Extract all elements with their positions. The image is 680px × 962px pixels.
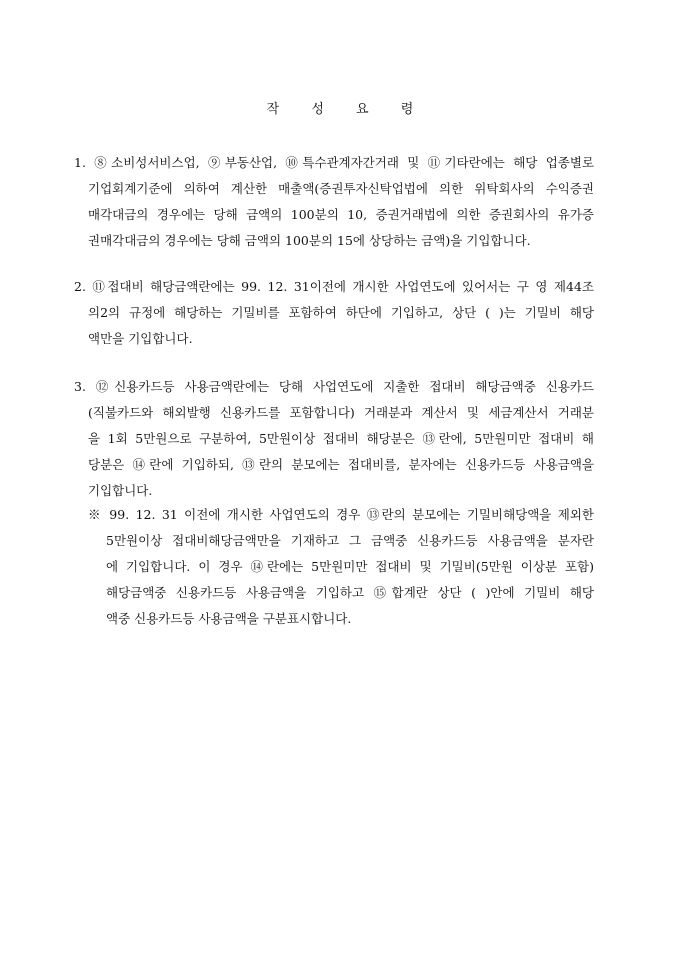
note-line: 에 기입합니다. 이 경우 ⑭란에는 5만원미만 접대비 및 기밀비(5만원 이상분 포함) [106, 559, 594, 574]
item-3-line: 당분은 ⑭란에 기입하되, ⑬란의 분모에는 접대비를, 분자에는 신용카드등 사용금액을 [88, 457, 594, 472]
item-1-line: 1. ⑧소비성서비스업, ⑨부동산업, ⑩특수관계자간거래 및 ⑪기타란에는 해당 업종별로 [74, 155, 594, 170]
note-line: 액중 신용카드등 사용금액을 구분표시합니다. [106, 611, 352, 626]
item-2-line: 의2의 규정에 해당하는 기밀비를 포함하여 하단에 기입하고, 상단 ( )는 기밀비 해당 [88, 305, 594, 320]
item-3-line: 3. ⑫신용카드등 사용금액란에는 당해 사업연도에 지출한 접대비 해당금액중 신용카드 [74, 379, 594, 394]
item-1-line: 기업회계기준에 의하여 계산한 매출액(증권투자신탁업법에 의한 위탁회사의 수익증권 [88, 181, 594, 196]
item-2-line: 액만을 기입합니다. [88, 331, 193, 346]
item-3-line: 을 1회 5만원으로 구분하여, 5만원이상 접대비 해당분은 ⑬란에, 5만원미만 접대비 해 [88, 431, 594, 446]
item-3-line: (직불카드와 해외발행 신용카드를 포함합니다) 거래분과 계산서 및 세금계산서 거래분 [88, 405, 594, 420]
document-title: 작 성 요 령 [266, 102, 414, 117]
note-block [88, 502, 594, 632]
note-line: 5만원이상 접대비해당금액만을 기재하고 그 금액중 신용카드등 사용금액을 분자란 [106, 533, 594, 548]
instruction-item-2 [74, 274, 594, 352]
instruction-item-1 [74, 150, 594, 254]
instruction-item-3 [74, 374, 594, 504]
item-3-line: 기입합니다. [88, 483, 153, 498]
item-1-line: 권매각대금의 경우에는 당해 금액의 100분의 15에 상당하는 금액)을 기입합니다. [88, 233, 531, 248]
note-line: 해당금액중 신용카드등 사용금액을 기입하고 ⑮합계란 상단 ( )안에 기밀비 해당 [106, 585, 594, 600]
note-line: ※ 99. 12. 31 이전에 개시한 사업연도의 경우 ⑬란의 분모에는 기밀비해당액을 제외한 [88, 507, 594, 522]
item-1-line: 매각대금의 경우에는 당해 금액의 100분의 10, 증권거래법에 의한 증권회사의 유가증 [88, 207, 594, 222]
item-2-line: 2. ⑪접대비 해당금액란에는 99. 12. 31이전에 개시한 사업연도에 있어서는 구 영 제44조 [74, 279, 594, 294]
